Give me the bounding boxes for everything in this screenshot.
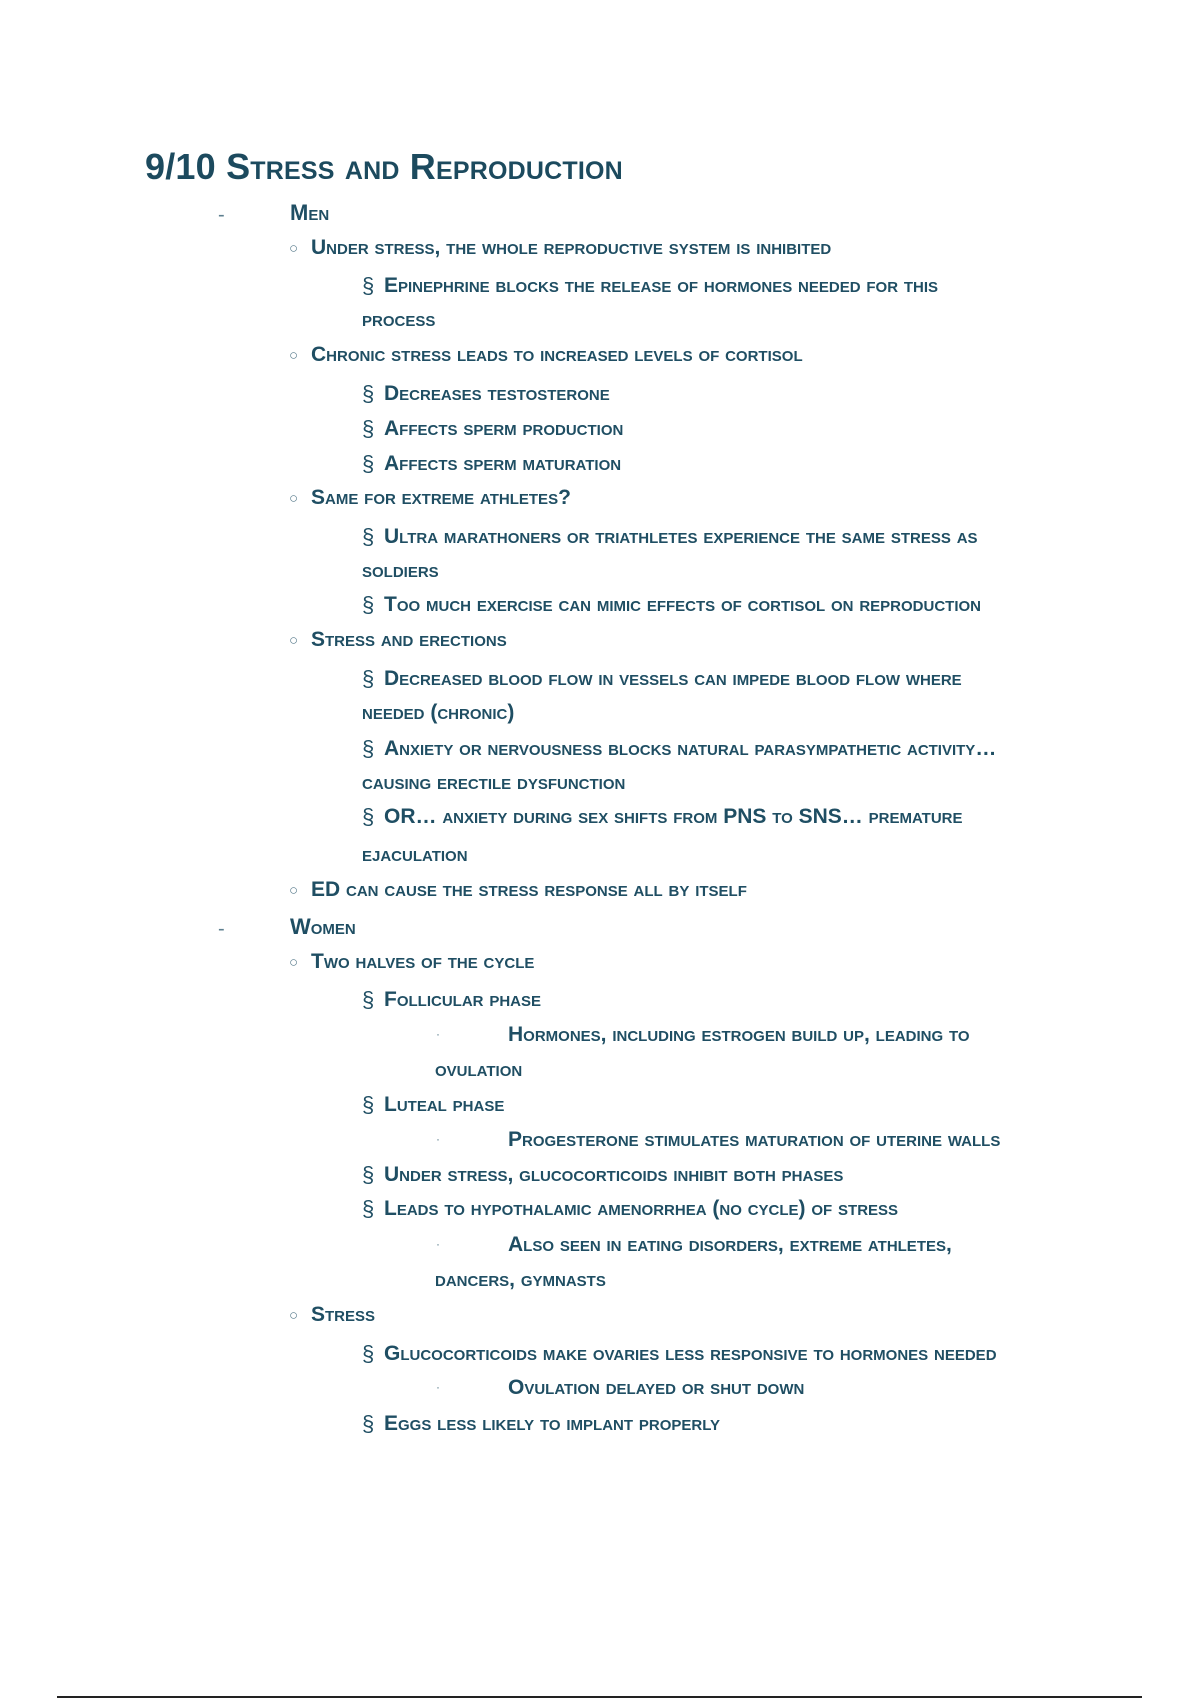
section-sign-icon: § bbox=[362, 1092, 375, 1117]
section-sign-icon: § bbox=[362, 666, 375, 691]
list-item-continuation: soldiers bbox=[362, 559, 439, 582]
circle-bullet-icon: ○ bbox=[289, 347, 299, 364]
list-item: Hormones, including estrogen build up, leading to bbox=[508, 1023, 970, 1046]
list-item: Decreased blood flow in vessels can impede blood flow where bbox=[384, 667, 962, 690]
list-item: Also seen in eating disorders, extreme athletes, bbox=[508, 1233, 952, 1256]
page-title: 9/10 Stress and Reproduction bbox=[145, 146, 623, 187]
list-item: Affects sperm production bbox=[384, 417, 624, 440]
list-item: Decreases testosterone bbox=[384, 382, 610, 405]
section-sign-icon: § bbox=[362, 1411, 375, 1436]
dash-bullet-icon: - bbox=[218, 204, 225, 226]
section-sign-icon: § bbox=[362, 804, 375, 829]
list-item: Epinephrine blocks the release of hormones needed for this bbox=[384, 274, 939, 297]
circle-bullet-icon: ○ bbox=[289, 632, 299, 649]
list-item: Two halves of the cycle bbox=[311, 950, 535, 973]
section-sign-icon: § bbox=[362, 1196, 375, 1221]
section-sign-icon: § bbox=[362, 1162, 375, 1187]
circle-bullet-icon: ○ bbox=[289, 490, 299, 507]
list-item: OR… anxiety during sex shifts from PNS to SNS… premature bbox=[384, 805, 963, 828]
list-item: Under stress, the whole reproductive system is inhibited bbox=[311, 236, 832, 259]
section-sign-icon: § bbox=[362, 451, 375, 476]
circle-bullet-icon: ○ bbox=[289, 1307, 299, 1324]
list-item: Anxiety or nervousness blocks natural parasympathetic activity… bbox=[384, 737, 997, 760]
list-item: Eggs less likely to implant properly bbox=[384, 1412, 721, 1435]
section-sign-icon: § bbox=[362, 987, 375, 1012]
list-item: Affects sperm maturation bbox=[384, 452, 622, 475]
list-item: Stress bbox=[311, 1303, 376, 1326]
list-item: Leads to hypothalamic amenorrhea (no cycle) of stress bbox=[384, 1197, 899, 1220]
list-item-continuation: ejaculation bbox=[362, 843, 468, 866]
section-sign-icon: § bbox=[362, 381, 375, 406]
list-item: Glucocorticoids make ovaries less responsive to hormones needed bbox=[384, 1342, 997, 1365]
section-sign-icon: § bbox=[362, 273, 375, 298]
list-item: Follicular phase bbox=[384, 988, 541, 1011]
list-item: ED can cause the stress response all by itself bbox=[311, 878, 747, 901]
list-item: Ovulation delayed or shut down bbox=[508, 1376, 805, 1399]
section-sign-icon: § bbox=[362, 736, 375, 761]
list-item-continuation: process bbox=[362, 308, 436, 331]
dash-bullet-icon: - bbox=[218, 918, 225, 940]
list-item: Chronic stress leads to increased levels of cortisol bbox=[311, 343, 803, 366]
circle-bullet-icon: ○ bbox=[289, 240, 299, 257]
section-sign-icon: § bbox=[362, 524, 375, 549]
dot-bullet-icon: · bbox=[436, 1027, 440, 1041]
section-sign-icon: § bbox=[362, 1341, 375, 1366]
list-item-continuation: needed (chronic) bbox=[362, 701, 515, 724]
section-sign-icon: § bbox=[362, 592, 375, 617]
page-bottom-rule bbox=[57, 1696, 1142, 1698]
section-heading-women: Women bbox=[290, 914, 356, 939]
list-item-continuation: dancers, gymnasts bbox=[435, 1268, 606, 1291]
dot-bullet-icon: · bbox=[436, 1132, 440, 1146]
list-item: Ultra marathoners or triathletes experience the same stress as bbox=[384, 525, 978, 548]
list-item: Under stress, glucocorticoids inhibit both phases bbox=[384, 1163, 844, 1186]
dot-bullet-icon: · bbox=[436, 1380, 440, 1394]
circle-bullet-icon: ○ bbox=[289, 882, 299, 899]
circle-bullet-icon: ○ bbox=[289, 954, 299, 971]
list-item: Too much exercise can mimic effects of cortisol on reproduction bbox=[384, 593, 982, 616]
section-sign-icon: § bbox=[362, 416, 375, 441]
section-heading-men: Men bbox=[290, 200, 330, 225]
list-item: Progesterone stimulates maturation of uterine walls bbox=[508, 1128, 1001, 1151]
list-item: Same for extreme athletes? bbox=[311, 486, 571, 509]
list-item-continuation: causing erectile dysfunction bbox=[362, 771, 626, 794]
list-item: Luteal phase bbox=[384, 1093, 505, 1116]
list-item-continuation: ovulation bbox=[435, 1058, 523, 1081]
dot-bullet-icon: · bbox=[436, 1237, 440, 1251]
list-item: Stress and erections bbox=[311, 628, 507, 651]
